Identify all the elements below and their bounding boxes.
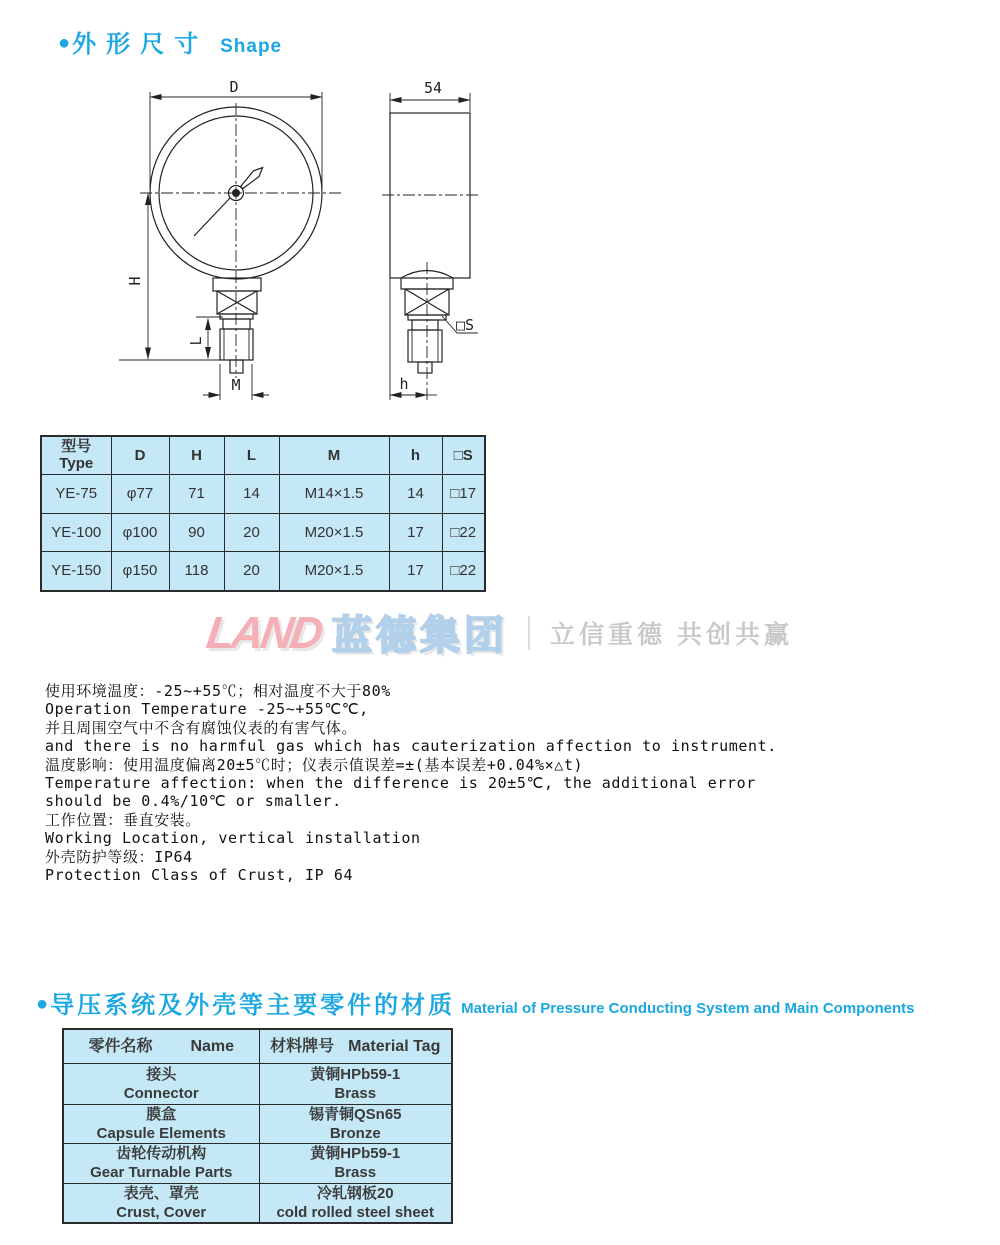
table-row <box>63 1143 452 1183</box>
spec-line: 外壳防护等级：IP64 <box>45 847 193 866</box>
dim-label-54: 54 <box>423 79 443 97</box>
dim-cell: 20 <box>224 551 279 591</box>
section-material-title-cn: 导压系统及外壳等主要零件的材质 <box>50 992 456 1019</box>
dim-header-h: H <box>169 436 224 474</box>
dim-cell: YE-100 <box>41 513 111 551</box>
mat-header-name: 零件名称 Name <box>63 1029 259 1063</box>
spec-line: Operation Temperature -25~+55℃℃, <box>45 700 369 719</box>
mat-cell: 黄铜HPb59-1 Brass <box>259 1063 452 1104</box>
mat-cell: 齿轮传动机构 Gear Turnable Parts <box>63 1143 259 1183</box>
mat-cell: 冷轧钢板20 cold rolled steel sheet <box>259 1183 452 1223</box>
logo-name: 蓝德集团 <box>332 614 509 658</box>
section-material-title-en: Material of Pressure Conducting System and Main Components <box>461 1000 915 1017</box>
dim-label-square: □S <box>456 316 475 334</box>
dim-cell: M20×1.5 <box>279 551 389 591</box>
dim-cell: □22 <box>442 551 485 591</box>
table-row <box>41 513 485 551</box>
dim-header-hex: h <box>389 436 442 474</box>
dim-cell: 14 <box>224 474 279 513</box>
dim-header-m: M <box>279 436 389 474</box>
dim-cell: 90 <box>169 513 224 551</box>
spec-line: Temperature affection: when the difference is 20±5℃, the additional error <box>45 774 756 793</box>
dim-cell: □17 <box>442 474 485 513</box>
dim-cell: 14 <box>389 474 442 513</box>
dim-cell: M20×1.5 <box>279 513 389 551</box>
table-row <box>63 1063 452 1104</box>
dim-cell: 71 <box>169 474 224 513</box>
section-material-header <box>36 985 915 1020</box>
section-shape-title-en: Shape <box>220 36 283 57</box>
table-row <box>63 1104 452 1143</box>
dim-cell: YE-75 <box>41 474 111 513</box>
logo-divider <box>528 616 530 650</box>
dim-label-hex: h <box>399 375 409 393</box>
table-row <box>63 1183 452 1223</box>
dim-label-l: L <box>187 336 205 346</box>
company-logo <box>0 604 1000 661</box>
section-shape-title-cn: 外形尺寸 <box>72 31 209 58</box>
section-shape-header <box>58 24 282 59</box>
table-row <box>41 551 485 591</box>
dim-cell: M14×1.5 <box>279 474 389 513</box>
mat-cell: 表壳、罩壳 Crust, Cover <box>63 1183 259 1223</box>
dim-cell: 17 <box>389 513 442 551</box>
bullet-icon: ● <box>36 993 49 1015</box>
front-view <box>119 78 344 400</box>
logo-mark: LAND <box>203 606 324 658</box>
dim-label-h: H <box>126 276 144 286</box>
mat-cell: 膜盒 Capsule Elements <box>63 1104 259 1143</box>
dim-cell: φ150 <box>111 551 169 591</box>
dim-label-d: D <box>229 78 239 96</box>
dim-cell: φ100 <box>111 513 169 551</box>
bullet-icon: ● <box>58 32 71 54</box>
spec-line: and there is no harmful gas which has cauterization affection to instrument. <box>45 737 777 756</box>
dim-cell: YE-150 <box>41 551 111 591</box>
logo-slogan: 立信重德 共创共赢 <box>550 620 793 649</box>
spec-line: Protection Class of Crust, IP 64 <box>45 866 354 885</box>
spec-line: 使用环境温度：-25~+55℃；相对温度不大于80% <box>45 682 391 700</box>
dim-cell: 118 <box>169 551 224 591</box>
spec-line: 温度影响：使用温度偏离20±5℃时；仪表示值误差=±(基本误差+0.04%×△t) <box>45 755 584 774</box>
spec-paragraph <box>45 682 777 884</box>
spec-line: Working Location, vertical installation <box>45 829 421 848</box>
spec-line: should be 0.4%/10℃ or smaller. <box>45 792 342 811</box>
dim-cell: □22 <box>442 513 485 551</box>
spec-line: 并且周围空气中不含有腐蚀仪表的有害气体。 <box>45 718 358 737</box>
dim-label-m: M <box>231 376 241 394</box>
dim-header-s: □S <box>442 436 485 474</box>
dim-header-d: D <box>111 436 169 474</box>
mat-cell: 接头 Connector <box>63 1063 259 1104</box>
mat-cell: 黄铜HPb59-1 Brass <box>259 1143 452 1183</box>
material-table <box>62 1028 453 1224</box>
gauge-needle <box>194 168 263 237</box>
gauge-dimension-drawing <box>100 78 500 418</box>
dim-header-l: L <box>224 436 279 474</box>
side-view <box>382 79 478 400</box>
spec-line: 工作位置：垂直安装。 <box>45 810 202 829</box>
mat-cell: 锡青铜QSn65 Bronze <box>259 1104 452 1143</box>
mat-header-tag: 材料牌号 Material Tag <box>259 1029 452 1063</box>
dimension-table <box>40 435 486 592</box>
table-row <box>41 474 485 513</box>
dim-cell: 17 <box>389 551 442 591</box>
dim-header-type: 型号 Type <box>41 436 111 474</box>
dim-cell: φ77 <box>111 474 169 513</box>
dim-cell: 20 <box>224 513 279 551</box>
